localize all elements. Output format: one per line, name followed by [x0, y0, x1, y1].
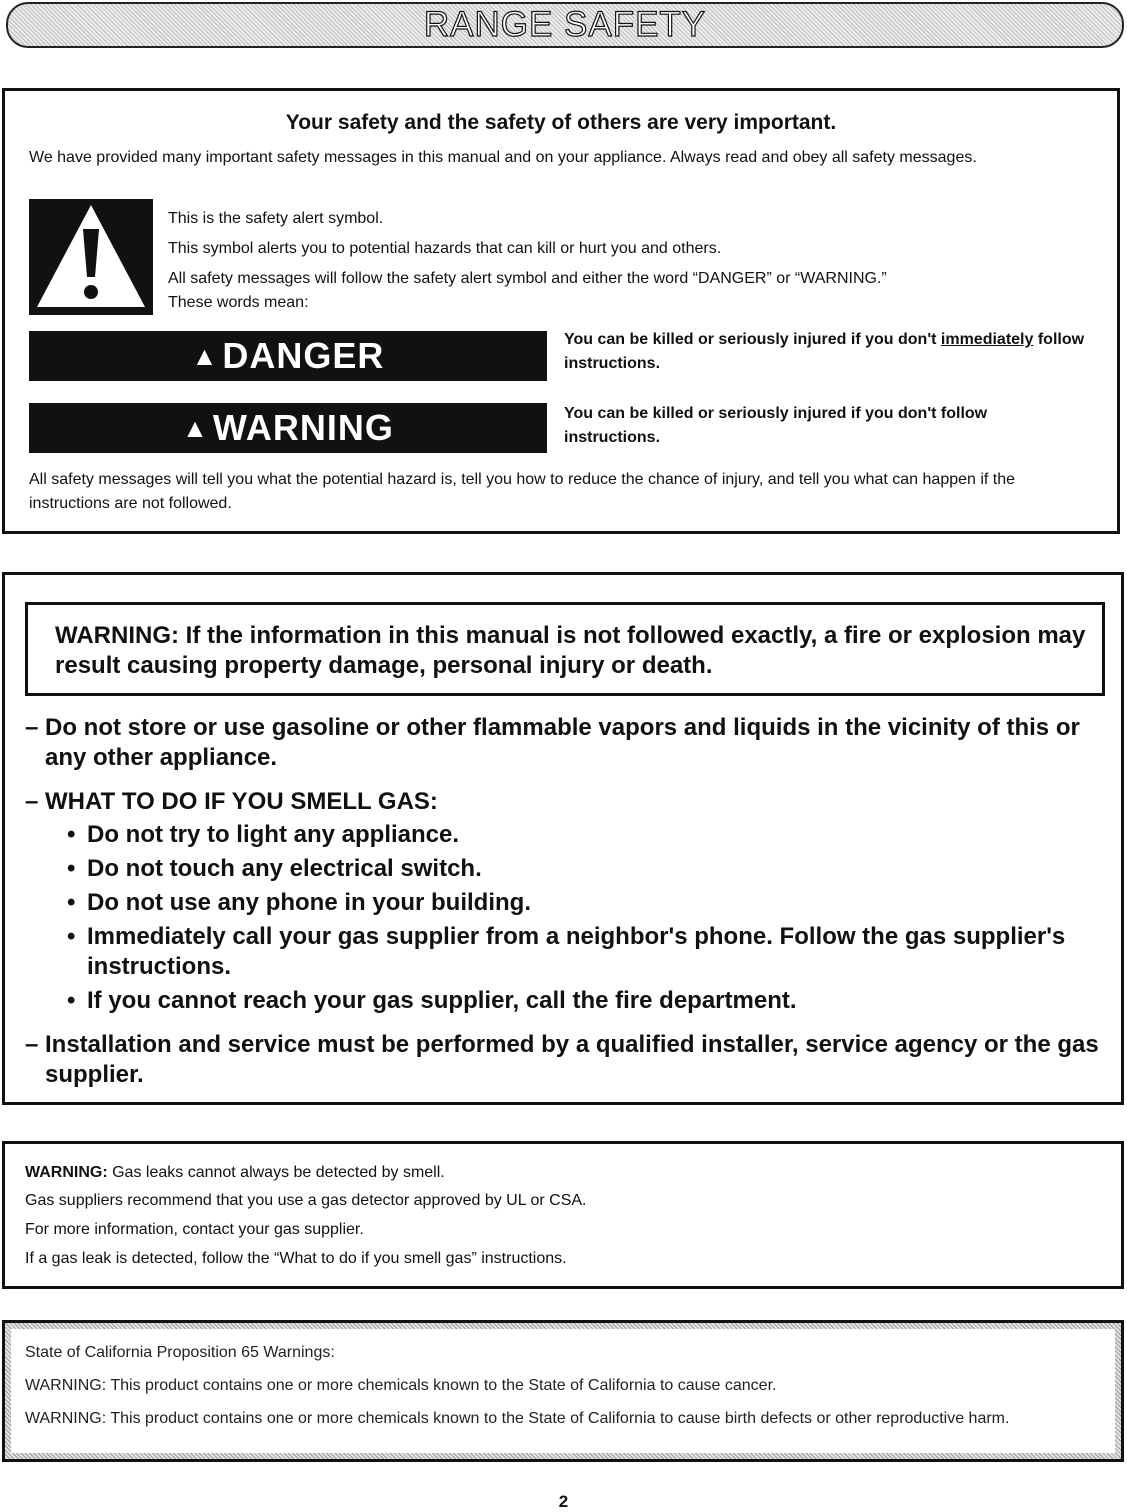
prop65-box: [2, 1320, 1124, 1462]
page-title: RANGE SAFETY: [423, 5, 707, 44]
gas-leak-warning-box: [2, 1141, 1124, 1289]
intro-text: We have provided many important safety messages in this manual and on your appliance. Always read and obey all safety messages.: [29, 149, 977, 166]
safety-alert-icon: [29, 199, 153, 315]
danger-signal-word: ▲ DANGER: [29, 331, 547, 381]
prop65-content: [11, 1329, 1115, 1453]
prop65-line: WARNING: This product contains one or more chemicals known to the State of California to cause birth defects or other reproductive harm.: [25, 1410, 1010, 1427]
leak-line: Gas suppliers recommend that you use a gas detector approved by UL or CSA.: [25, 1192, 587, 1209]
list-item: • Immediately call your gas supplier from a neighbor's phone. Follow the gas supplier's instructions.: [67, 923, 1066, 980]
symbol-line: This symbol alerts you to potential hazards that can kill or hurt you and others.: [168, 240, 722, 257]
section-banner: [6, 2, 1124, 48]
prop65-title: State of California Proposition 65 Warnings:: [25, 1344, 335, 1361]
symbol-line: These words mean:: [168, 294, 309, 311]
symbol-description: [168, 204, 887, 314]
symbol-line: All safety messages will follow the safety alert symbol and either the word “DANGER” or “WARNING.”: [168, 270, 887, 287]
leak-line: WARNING: Gas leaks cannot always be detected by smell.: [25, 1164, 445, 1181]
gas-warning-box: [2, 572, 1124, 1105]
page-number: 2: [558, 1492, 569, 1511]
warning-triangle-icon: ▲: [191, 341, 219, 371]
warning-meaning: You can be killed or seriously injured if you don't follow instructions.: [564, 405, 988, 446]
list-item: • Do not touch any electrical switch.: [67, 855, 482, 882]
intro-footer: All safety messages will tell you what the potential hazard is, tell you how to reduce the chance of injury, and tell you what can happen if the instructions are not followed.: [29, 471, 1016, 512]
list-item: • If you cannot reach your gas supplier, call the fire department.: [67, 987, 797, 1014]
list-item: – Installation and service must be performed by a qualified installer, service agency or the gas supplier.: [25, 1031, 1099, 1088]
list-item: • Do not try to light any appliance.: [67, 821, 460, 848]
leak-line: If a gas leak is detected, follow the “What to do if you smell gas” instructions.: [25, 1250, 567, 1267]
prop65-line: WARNING: This product contains one or more chemicals known to the State of California to cause cancer.: [25, 1377, 777, 1394]
gas-warning-header-box: [25, 602, 1105, 696]
intro-heading: Your safety and the safety of others are very important.: [285, 111, 837, 134]
list-item: – WHAT TO DO IF YOU SMELL GAS: • Do not try to light any appliance. • Do not touch any electrical switch. • Do not use any phone in your building. • Immediately call your gas supplier from a neighbor's phone. Follow the gas supplier's instructions. • If you cannot reach your gas supplier, call the fire department.: [25, 787, 1105, 1016]
leak-line: For more information, contact your gas supplier.: [25, 1221, 364, 1238]
warning-signal-word: ▲ WARNING: [29, 403, 547, 453]
smell-gas-steps: [45, 820, 1105, 1016]
gas-warning-list: [25, 713, 1105, 1104]
gas-warning-header: WARNING: If the information in this manual is not followed exactly, a fire or explosion may result causing property damage, personal injury or death.: [55, 622, 1086, 679]
safety-intro-box: [2, 88, 1120, 534]
list-item: – Do not store or use gasoline or other flammable vapors and liquids in the vicinity of this or any other appliance.: [25, 714, 1080, 771]
list-item: • Do not use any phone in your building.: [67, 889, 531, 916]
symbol-line: This is the safety alert symbol.: [168, 210, 384, 227]
danger-meaning: You can be killed or seriously injured if you don't immediately follow instructions.: [564, 331, 1085, 372]
warning-triangle-icon: ▲: [182, 413, 209, 443]
